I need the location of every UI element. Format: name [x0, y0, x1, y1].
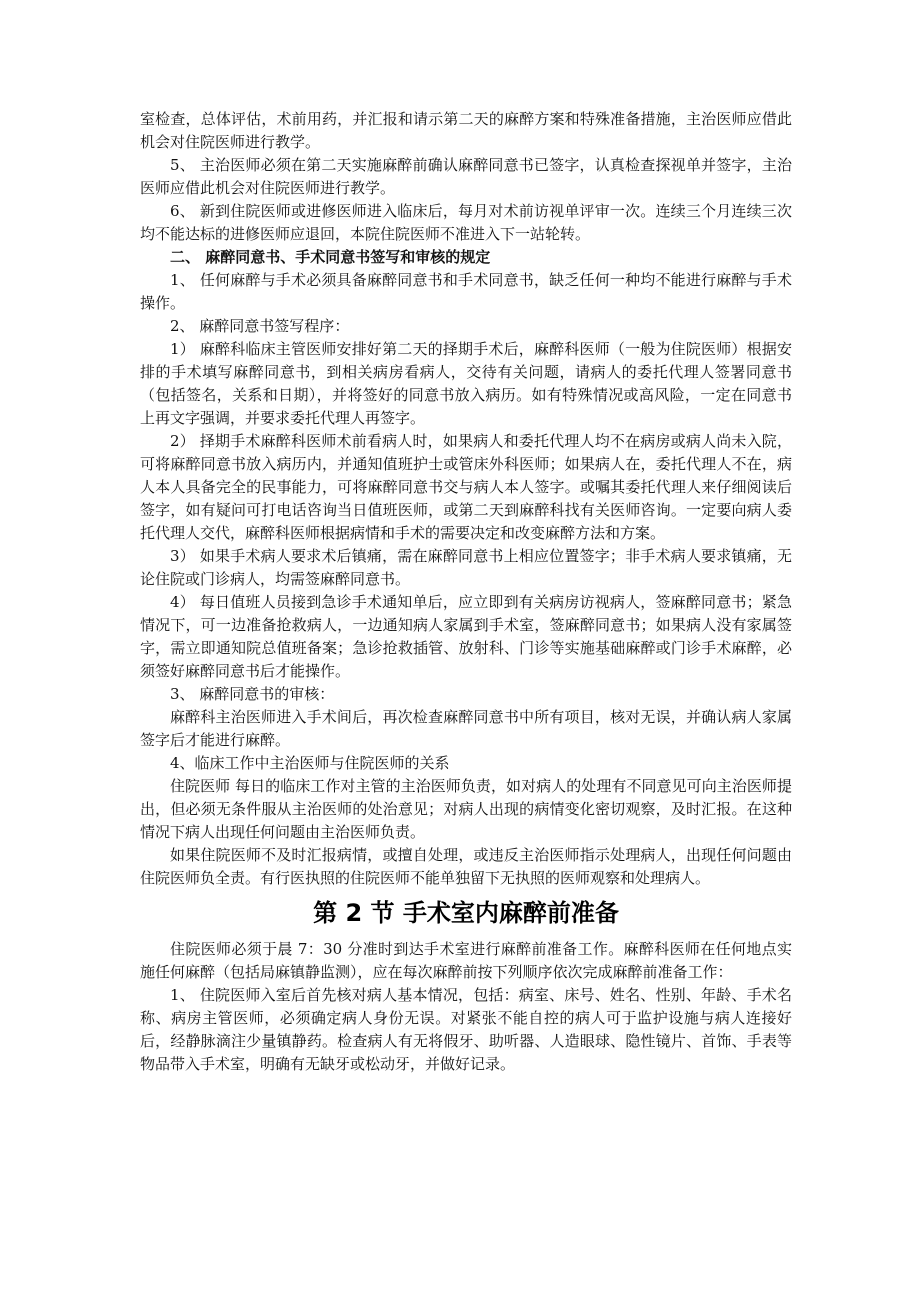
paragraph-relationship-1: 住院医师 每日的临床工作对主管的主治医师负责，如对病人的处理有不同意见可向主治医师提出，但必须无条件服从主治医师的处治意见；对病人出现的病情变化密切观察，及时汇报。在这种情况下病人出现任何问题由主治医师负责。: [140, 777, 792, 841]
paragraph-relationship-heading: 4、临床工作中主治医师与住院医师的关系: [170, 754, 450, 772]
section-title: 第 2 节 手术室内麻醉前准备: [313, 899, 619, 927]
paragraph-relationship-2: 如果住院医师不及时汇报病情，或擅自处理，或违反主治医师指示处理病人，出现任何问题由住院医师负全责。有行医执照的住院医师不能单独留下无执照的医师观察和处理病人。: [140, 846, 792, 887]
paragraph-prep-1: 1、 住院医师入室后首先核对病人基本情况，包括：病室、床号、姓名、性别、年龄、手术名称、病房主管医师，必须确定病人身份无误。对紧张不能自控的病人可于监护设施与病人连接好后，经静脉滴注少量镇静药。检查病人有无将假牙、助听器、人造眼球、隐性镜片、首饰、手表等物品带入手术室，明确有无缺牙或松动牙，并做好记录。: [140, 986, 792, 1073]
paragraph-consent-2: 2、 麻醉同意书签写程序：: [170, 317, 350, 335]
paragraph-consent-3: 3、 麻醉同意书的审核：: [170, 685, 335, 703]
document-page: [140, 108, 792, 1076]
paragraph-consent-1: 1、 任何麻醉与手术必须具备麻醉同意书和手术同意书，缺乏任何一种均不能进行麻醉与手术操作。: [140, 271, 792, 312]
section-heading-consent: 二、 麻醉同意书、手术同意书签写和审核的规定: [170, 248, 491, 266]
paragraph-item-6: 6、 新到住院医师或进修医师进入临床后，每月对术前访视单评审一次。连续三个月连续三次均不能达标的进修医师应退回，本院住院医师不准进入下一站轮转。: [140, 202, 792, 243]
paragraph-consent-2-2: 2） 择期手术麻醉科医师术前看病人时，如果病人和委托代理人均不在病房或病人尚未入院，可将麻醉同意书放入病历内，并通知值班护士或管床外科医师；如果病人在，委托代理人不在，病人本人具备完全的民事能力，可将麻醉同意书交与病人本人签字。或嘱其委托代理人来仔细阅读后签字，如有疑问可打电话咨询当日值班医师，或第二天到麻醉科找有关医师咨询。一定要向病人委托代理人交代，麻醉科医师根据病情和手术的需要决定和改变麻醉方法和方案。: [140, 432, 792, 542]
paragraph-item-5: 5、 主治医师必须在第二天实施麻醉前确认麻醉同意书已签字，认真检查探视单并签字，主治医师应借此机会对住院医师进行教学。: [140, 156, 792, 197]
paragraph-consent-2-3: 3） 如果手术病人要求术后镇痛，需在麻醉同意书上相应位置签字；非手术病人要求镇痛，无论住院或门诊病人，均需签麻醉同意书。: [140, 547, 792, 588]
paragraph-prep-intro: 住院医师必须于晨 7：30 分准时到达手术室进行麻醉前准备工作。麻醉科医师在任何地点实施任何麻醉（包括局麻镇静监测），应在每次麻醉前按下列顺序依次完成麻醉前准备工作：: [140, 940, 792, 981]
paragraph-consent-3-body: 麻醉科主治医师进入手术间后，再次检查麻醉同意书中所有项目，核对无误，并确认病人家属签字后才能进行麻醉。: [140, 708, 792, 749]
paragraph-continuation: 室检查，总体评估，术前用药，并汇报和请示第二天的麻醉方案和特殊准备措施，主治医师应借此机会对住院医师进行教学。: [140, 110, 792, 151]
paragraph-consent-2-1: 1） 麻醉科临床主管医师安排好第二天的择期手术后，麻醉科医师（一般为住院医师）根据安排的手术填写麻醉同意书，到相关病房看病人，交待有关问题，请病人的委托代理人签署同意书（包括签名，关系和日期），并将签好的同意书放入病历。如有特殊情况或高风险，一定在同意书上再文字强调，并要求委托代理人再签字。: [140, 340, 792, 427]
paragraph-consent-2-4: 4） 每日值班人员接到急诊手术通知单后，应立即到有关病房访视病人，签麻醉同意书；紧急情况下，可一边准备抢救病人，一边通知病人家属到手术室，签麻醉同意书；如果病人没有家属签字，需立即通知院总值班备案；急诊抢救插管、放射科、门诊等实施基础麻醉或门诊手术麻醉，必须签好麻醉同意书后才能操作。: [140, 593, 792, 680]
